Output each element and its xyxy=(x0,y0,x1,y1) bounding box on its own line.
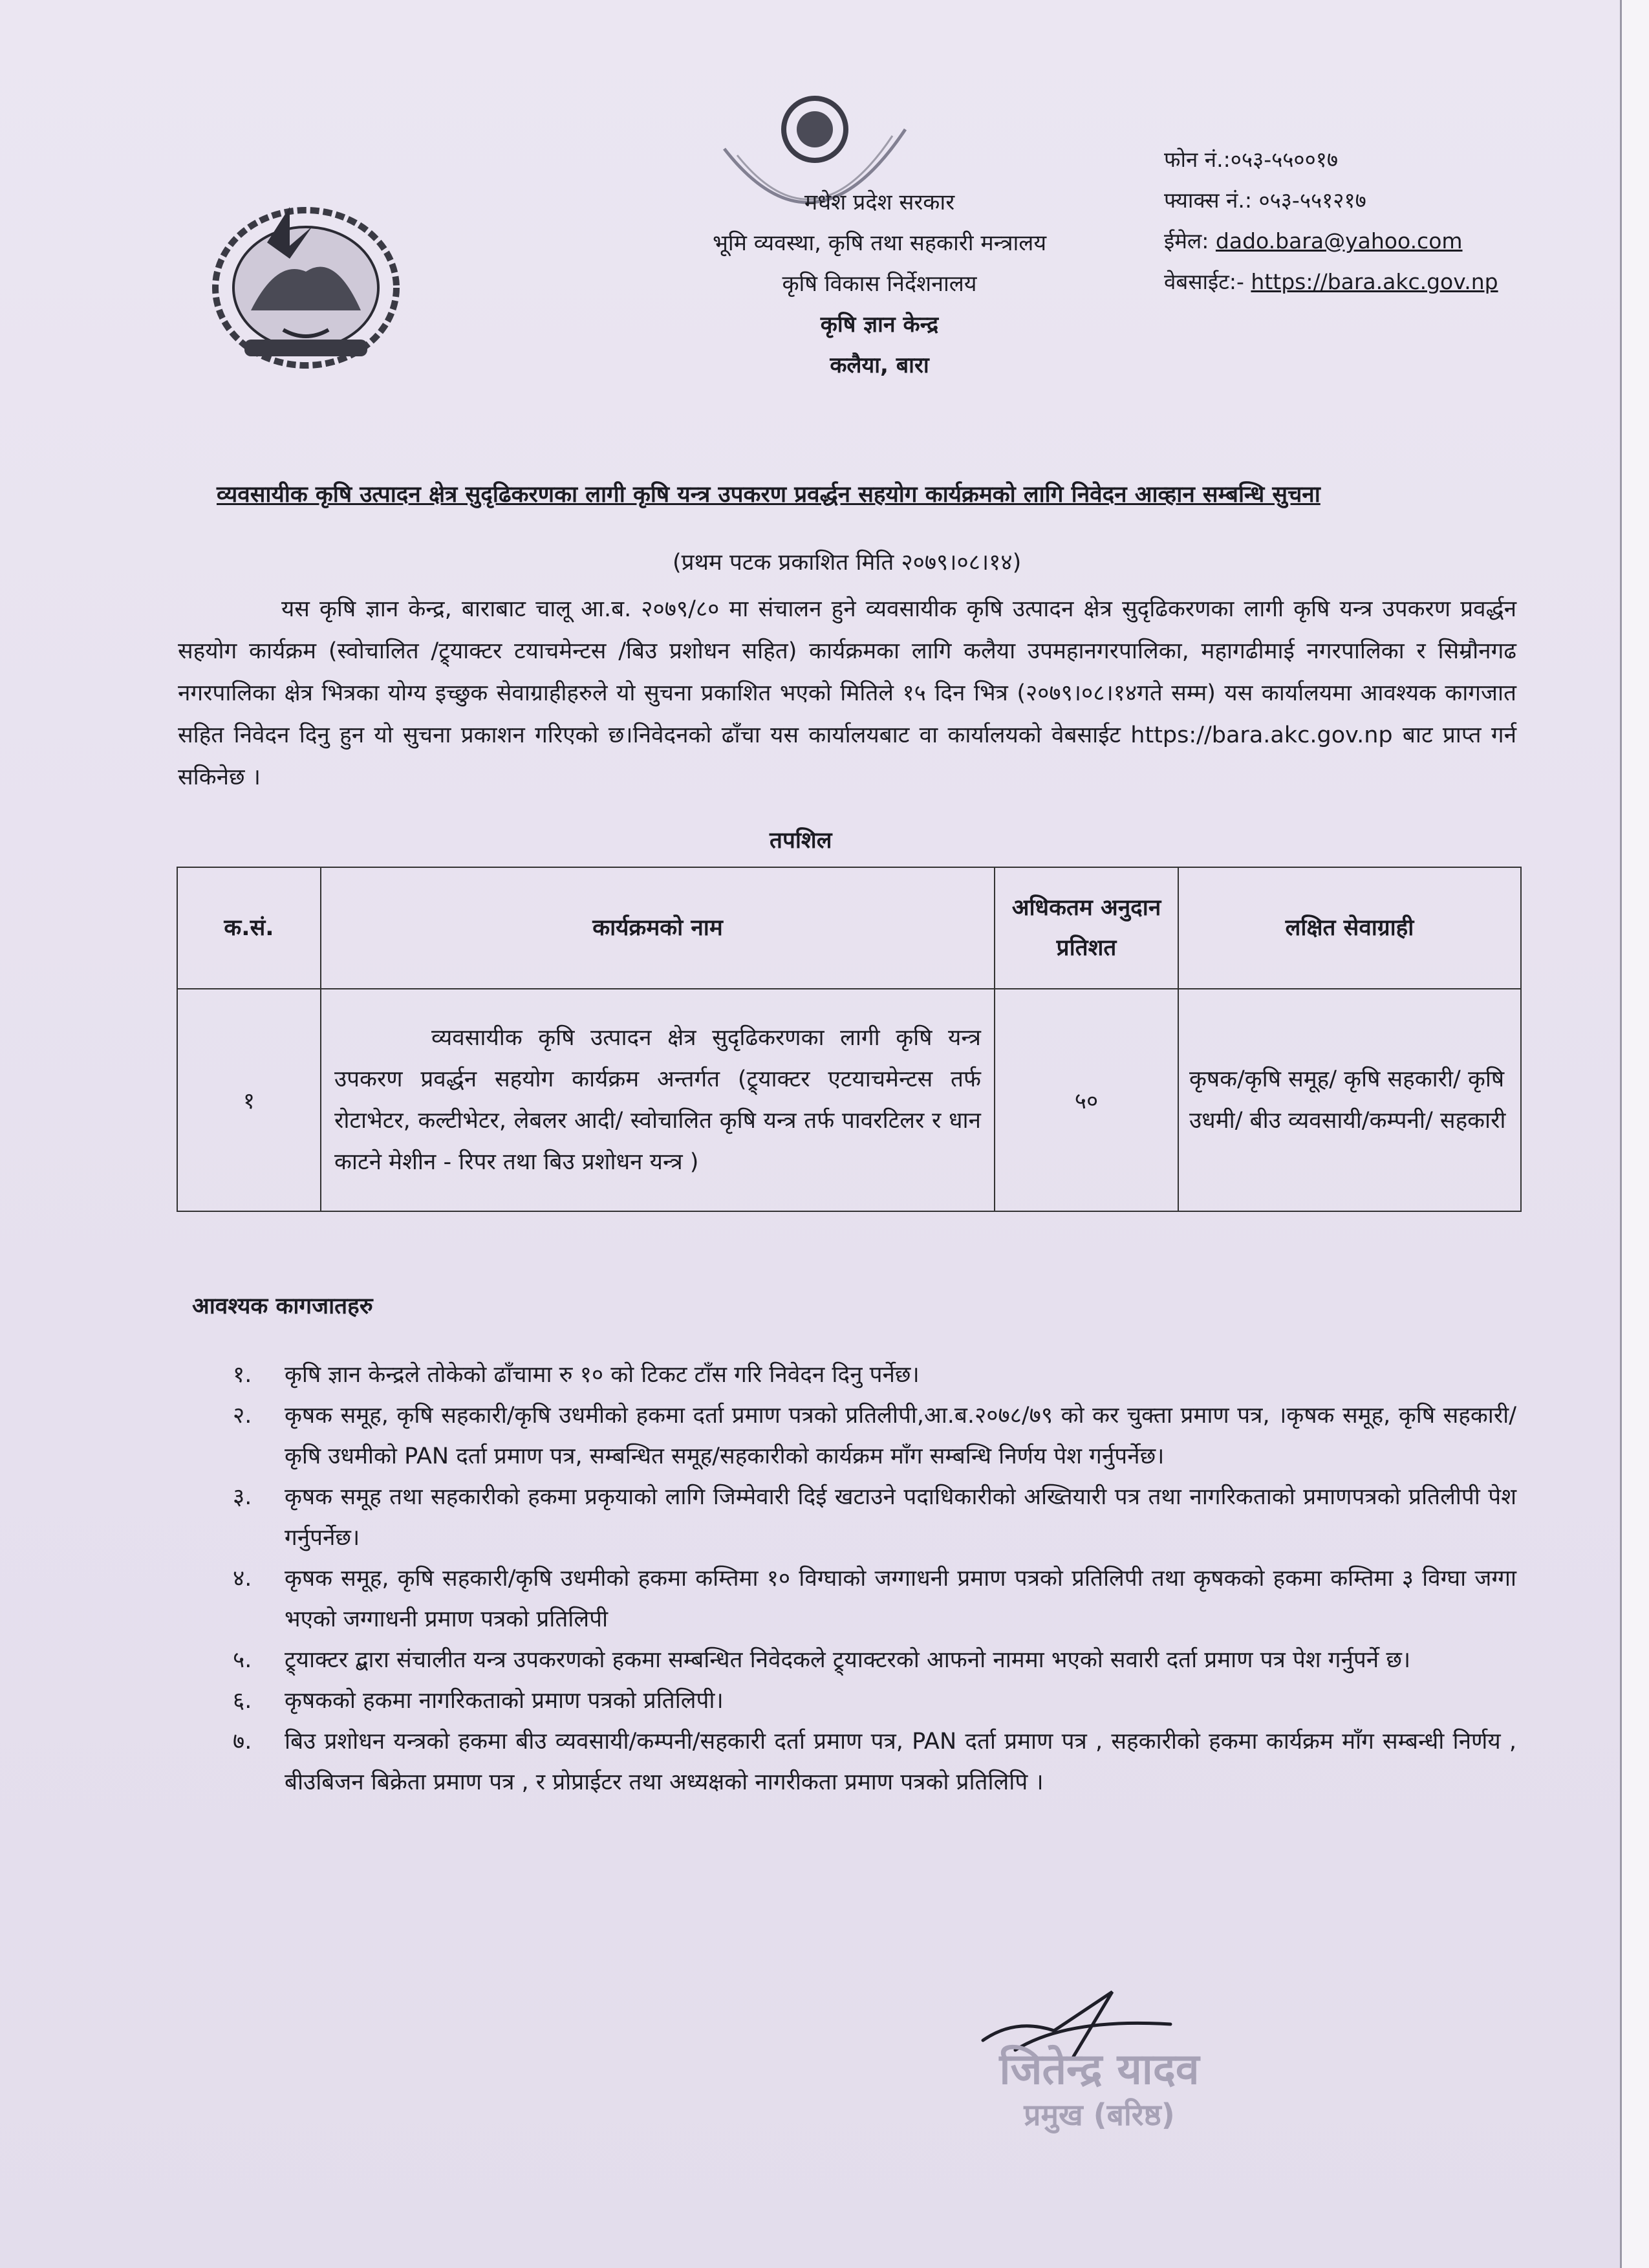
cell-program xyxy=(321,989,995,1211)
notice-title: व्यवसायीक कृषि उत्पादन क्षेत्र सुदृढिकरणका लागी कृषि यन्त्र उपकरण प्रवर्द्धन सहयोग कार्यक्रमको लागि निवेदन आव्हान सम्बन्धि सुचना xyxy=(217,482,1320,508)
contact-block xyxy=(1164,139,1498,302)
item-text: कृषि ज्ञान केन्द्रले तोकेको ढाँचामा रु १० को टिकट टाँस गरि निवेदन दिनु पर्नेछ। xyxy=(285,1362,920,1388)
item-number: ५. xyxy=(233,1647,252,1673)
notice-body xyxy=(178,589,1516,799)
item-text: कृषक समूह तथा सहकारीको हकमा प्रकृयाको लागि जिम्मेवारी दिई खटाउने पदाधिकारीको अख्तियारी पत्र तथा नागरिकताको प्रमाणपत्रको प्रतिलीपी पेश गर्नुपर्नेछ। xyxy=(285,1484,1516,1551)
table-header-row xyxy=(177,867,1521,989)
contact-email-row xyxy=(1164,221,1498,261)
list-item xyxy=(233,1681,1516,1722)
scan-edge xyxy=(1620,0,1649,2268)
website-link[interactable]: https://bara.akc.gov.np xyxy=(1251,269,1498,294)
item-number: ६. xyxy=(233,1688,252,1714)
item-text: कृषक समूह, कृषि सहकारी/कृषि उधमीको हकमा कम्तिमा १० विग्घाको जग्गाधनी प्रमाण पत्रको प्रतिलिपी तथा कृषकको हकमा कम्तिमा ३ विग्घा जग्गा भएको जग्गाधनी प्रमाण पत्रको प्रतिलिपी xyxy=(285,1566,1516,1632)
col-serial: क.सं. xyxy=(177,867,321,989)
header-government: मधेश प्रदेश सरकार xyxy=(804,189,955,215)
contact-fax: फ्याक्स नं.: ०५३-५५१२१७ xyxy=(1164,188,1366,213)
col-program: कार्यक्रमको नाम xyxy=(321,867,995,989)
email-label: ईमेल: xyxy=(1164,228,1216,254)
office-header xyxy=(588,182,1170,386)
documents-list xyxy=(233,1355,1516,1803)
table-caption: तपशिल xyxy=(770,828,832,854)
col-percent: अधिकतम अनुदान प्रतिशत xyxy=(995,867,1178,989)
item-number: ४. xyxy=(233,1566,252,1592)
item-number: ७. xyxy=(233,1729,252,1755)
notice-body-text: यस कृषि ज्ञान केन्द्र, बाराबाट चालू आ.ब. २०७९/८० मा संचालन हुने व्यवसायीक कृषि उत्पादन क्षेत्र सुदृढिकरणका लागी कृषि यन्त्र उपकरण प्रवर्द्धन सहयोग कार्यक्रम (स्वोचालित /ट्र्याक्टर टयाचमेन्टस /बिउ प्रशोधन सहित) कार्यक्रमका लागि कलैया उपमहानगरपालिका, महागढीमाई नगरपालिका र सिम्रौनगढ नगरपालिका क्षेत्र भित्रका योग्य इच्छुक सेवाग्राहीहरुले यो सुचना प्रकाशित भएको मितिले १५ दिन भित्र (२०७९।०८।१४गते सम्म) यस कार्यालयमा आवश्यक कागजात सहित निवेदन दिनु हुन यो सुचना प्रकाशन गरिएको छ।निवेदनको ढाँचा यस कार्यालयबाट वा कार्यालयको वेबसाईट https://bara.akc.gov.np बाट प्राप्त गर्न सकिनेछ । xyxy=(178,596,1516,790)
item-number: ३. xyxy=(233,1484,252,1510)
header-directorate: कृषि विकास निर्देशनालय xyxy=(782,271,977,297)
col-target: लक्षित सेवाग्राही xyxy=(1178,867,1521,989)
website-label: वेबसाईट:- xyxy=(1164,269,1251,294)
list-item xyxy=(233,1355,1516,1396)
header-ministry: भूमि व्यवस्था, कृषि तथा सहकारी मन्त्रालय xyxy=(712,230,1047,256)
item-text: कृषकको हकमा नागरिकताको प्रमाण पत्रको प्रतिलिपी। xyxy=(285,1688,724,1714)
cell-target: कृषक/कृषि समूह/ कृषि सहकारी/ कृषि उधमी/ बीउ व्यवसायी/कम्पनी/ सहकारी xyxy=(1178,989,1521,1211)
contact-website-row xyxy=(1164,261,1498,302)
publish-date: (प्रथम पटक प्रकाशित मिति २०७९।०८।१४) xyxy=(673,550,1022,576)
documents-heading: आवश्यक कागजातहरु xyxy=(192,1293,373,1319)
item-text: कृषक समूह, कृषि सहकारी/कृषि उधमीको हकमा दर्ता प्रमाण पत्रको प्रतिलीपी,आ.ब.२०७८/७९ को कर चुक्ता प्रमाण पत्र, ।कृषक समूह, कृषि सहकारी/कृषि उधमीको PAN दर्ता प्रमाण पत्र, सम्बन्धित समूह/सहकारीको कार्यक्रम माँग सम्बन्धि निर्णय पेश गर्नुपर्नेछ। xyxy=(285,1403,1516,1469)
cell-serial: १ xyxy=(177,989,321,1211)
signatory-designation: प्रमुख (बरिष्ठ) xyxy=(1024,2097,1175,2132)
contact-phone: फोन नं.:०५३-५५००१७ xyxy=(1164,147,1339,172)
list-item xyxy=(233,1640,1516,1681)
list-item xyxy=(233,1559,1516,1640)
header-office: कृषि ज्ञान केन्द्र xyxy=(820,312,939,338)
program-table xyxy=(177,867,1522,1212)
list-item xyxy=(233,1396,1516,1477)
item-text: बिउ प्रशोधन यन्त्रको हकमा बीउ व्यवसायी/कम्पनी/सहकारी दर्ता प्रमाण पत्र, PAN दर्ता प्रमाण पत्र , सहकारीको हकमा कार्यक्रम माँग सम्बन्धी निर्णय , बीउबिजन बिक्रेता प्रमाण पत्र , र प्रोप्राईटर तथा अध्यक्षको नागरीकता प्रमाण पत्रको प्रतिलिपि । xyxy=(285,1729,1516,1795)
item-number: १. xyxy=(233,1362,252,1388)
cell-percent: ५० xyxy=(995,989,1178,1211)
list-item xyxy=(233,1722,1516,1803)
signatory-name: जितेन्द्र यादव xyxy=(999,2044,1200,2094)
nepal-coat-of-arms-icon xyxy=(206,181,406,375)
table-row xyxy=(177,989,1521,1211)
signatory-stamp xyxy=(951,2044,1248,2134)
cell-program-text: व्यवसायीक कृषि उत्पादन क्षेत्र सुदृढिकरणका लागी कृषि यन्त्र उपकरण प्रवर्द्धन सहयोग कार्यक्रम अन्तर्गत (ट्र्याक्टर एटयाचमेन्टस तर्फ रोटाभेटर, कल्टीभेटर, लेबलर आदी/ स्वोचालित कृषि यन्त्र तर्फ पावरटिलर र धान काटने मेशीन - रिपर तथा बिउ प्रशोधन यन्त्र ) xyxy=(334,1025,981,1175)
email-link[interactable]: dado.bara@yahoo.com xyxy=(1215,228,1463,254)
item-text: ट्र्याक्टर द्बारा संचालीत यन्त्र उपकरणको हकमा सम्बन्धित निवेदकले ट्र्याक्टरको आफनो नाममा भएको सवारी दर्ता प्रमाण पत्र पेश गर्नुपर्ने छ। xyxy=(285,1647,1411,1673)
header-location: कलैया, बारा xyxy=(830,352,929,378)
item-number: २. xyxy=(233,1403,252,1429)
list-item xyxy=(233,1477,1516,1559)
